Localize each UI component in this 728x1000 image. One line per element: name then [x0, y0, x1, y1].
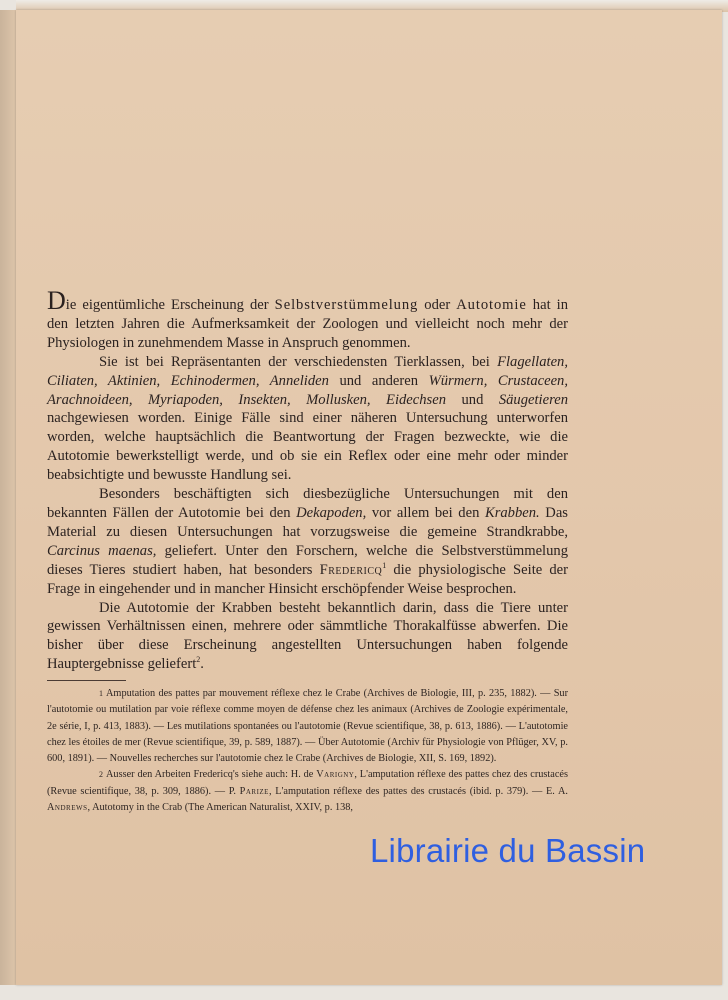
footnote-rule: [47, 680, 126, 681]
page-left-edge: [0, 10, 16, 985]
footnote-2-author-varigny: Varigny: [316, 769, 355, 781]
watermark-logo: Librairie du Bassin: [370, 832, 646, 869]
drop-cap: D: [47, 286, 66, 315]
p3-text-b: vor allem bei den: [366, 504, 485, 521]
footnote-1: [47, 686, 568, 767]
p3-text-c: Das Material zu diesen Untersuchungen hat vorzugsweise die gemeine Strandkrabbe,: [47, 504, 568, 540]
paragraph-4: [47, 599, 568, 675]
p1-spaced-term-1: Selbstverstümmelung: [274, 297, 419, 313]
p1-text-e: hat in den letzten Jahren die Aufmerksamkeit der Zoologen und vielleicht noch mehr der Physiologen in zunehmendem Masse in Anspruch genommen.: [47, 297, 568, 351]
footnote-ref-2: 2: [196, 655, 201, 665]
p3-text-a: Besonders beschäftigten sich diesbezügliche Untersuchungen mit den bekannten Fällen der Autotomie bei den: [47, 486, 568, 521]
footnote-2-mark: 2: [99, 770, 103, 780]
paragraph-2: [47, 353, 568, 485]
p4-text-b: .: [200, 656, 204, 673]
footnote-2-text-a: Ausser den Arbeiten Fredericq's siehe auch: H. de: [106, 769, 317, 781]
p2-text-c: und: [446, 391, 499, 408]
footnote-2-author-andrews: Andrews: [47, 802, 88, 814]
p3-italic-2: Krabben.: [484, 504, 540, 521]
p4-text-a: Die Autotomie der Krabben besteht bekanntlich darin, dass die Tiere unter gewissen Verhältnissen einen, mehrere oder sämmtliche Thorakalfüsse abwerfen. Die bisher über diese Erscheinung angestellten Untersuchungen haben folgende Hauptergebnisse geliefert: [47, 599, 568, 673]
p2-text-a: Sie ist bei Repräsentanten der verschiedensten Tierklassen, bei: [99, 353, 498, 370]
footnote-2-text-b: , L'amputation réflexe des pattes chez des crustacés (Revue scientifique, 38, p. 309, 1886). — P.: [47, 769, 568, 797]
p3-text-e: die physiologische Seite der Frage in eingehender und in mancher Hinsicht erschöpfender Weise besprochen.: [47, 561, 568, 597]
paragraph-1: [47, 286, 568, 353]
p3-text-d: geliefert. Unter den Forschern, welche die Selbstverstümmelung dieses Tieres studiert haben, hat besonders: [47, 542, 569, 578]
p3-italic-3: Carcinus maenas,: [47, 542, 157, 559]
footnote-ref-1: 1: [382, 560, 387, 570]
p1-spaced-term-2: Autotomie: [456, 297, 527, 313]
p2-text-d: nachgewiesen worden. Einige Fälle sind einer näheren Untersuchung unterworfen worden, welche hauptsächlich die Beantwortung der Fragen bezweckte, wie die Autotomie bewerkstelligt werde, und ob sie ein Reflex oder eine mehr oder minder beabsichtigte und bewusste Handlung sei.: [47, 410, 568, 484]
footnote-2-author-parize: Parize: [239, 785, 269, 797]
footnote-2-text-d: , Autotomy in the Crab (The American Naturalist, XXIV, p. 138,: [87, 802, 353, 814]
footnote-2: [47, 767, 568, 816]
footnote-1-text: Amputation des pattes par mouvement réflexe chez le Crabe (Archives de Biologie, III, p. 235, 1882). — Sur l'autotomie ou mutilation par voie réflexe comme moyen de défense chez les animaux (Archives de Zoologie expérimentale, 2e série, I, p. 413, 1883). — Les mutilations spontanées ou l'autotomie (Revue scientifique, 38, p. 613, 1886). — L'autotomie chez les étoiles de mer (Revue scientifique, 39, p. 589, 1887). — Über Autotomie (Archiv für Physiologie von Pflüger, XV, p. 600, 1891). — Nouvelles recherches sur l'autotomie chez le Crabe (Archives de Biologie, XII, S. 169, 1892).: [47, 688, 568, 765]
paragraph-3: [47, 485, 568, 598]
p1-text-c: oder: [418, 297, 457, 313]
body-text: [47, 286, 569, 674]
p2-text-b: und anderen: [328, 372, 429, 389]
p2-italic-3: Säugetieren: [498, 391, 568, 408]
footnotes: [47, 686, 568, 816]
footnote-1-mark: 1: [99, 689, 103, 698]
p2-italic-1: Flagellaten, Ciliaten, Aktinien, Echinodermen, Anneliden: [47, 353, 568, 389]
p3-italic-1: Dekapoden,: [296, 504, 367, 521]
footnote-2-text-c: , L'amputation réflexe des pattes des crustacés (ibid. p. 379). — E. A.: [268, 785, 568, 797]
p2-italic-2: Würmern, Crustaceen, Arachnoideen, Myriapoden, Insekten, Mollusken, Eidechsen: [47, 372, 568, 408]
p3-author-fredericq: Fredericq: [319, 561, 383, 578]
p1-text-a: ie eigentümliche Erscheinung der: [65, 297, 275, 313]
